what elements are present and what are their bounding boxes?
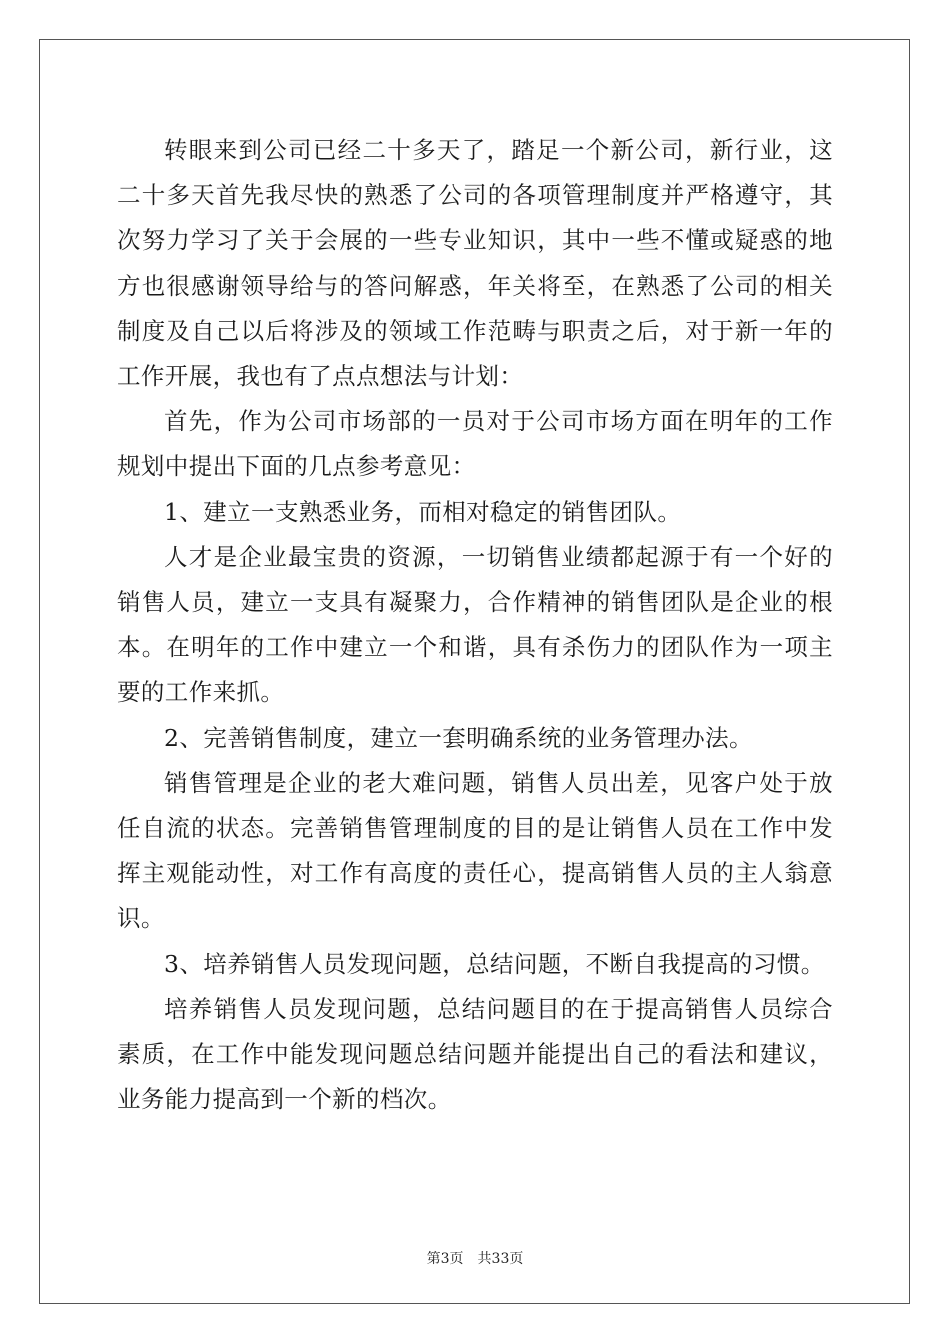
paragraph-point-3: 培养销售人员发现问题，总结问题目的在于提高销售人员综合素质，在工作中能发现问题总结问题并能提出自己的看法和建议，业务能力提高到一个新的档次。 (117, 994, 833, 1114)
heading-point-3: 3、培养销售人员发现问题，总结问题，不断自我提高的习惯。 (164, 949, 825, 978)
paragraph-point-1: 人才是企业最宝贵的资源，一切销售业绩都起源于有一个好的销售人员，建立一支具有凝聚力，合作精神的销售团队是企业的根本。在明年的工作中建立一个和谐，具有杀伤力的团队作为一项主要的工作来抓。 (117, 542, 833, 707)
paragraph-intro: 转眼来到公司已经二十多天了，踏足一个新公司，新行业，这二十多天首先我尽快的熟悉了公司的各项管理制度并严格遵守，其次努力学习了关于会展的一些专业知识，其中一些不懂或疑惑的地方也很感谢领导给与的答问解惑，年关将至，在熟悉了公司的相关制度及自己以后将涉及的领域工作范畴与职责之后，对于新一年的工作开展，我也有了点点想法与计划： (117, 136, 833, 391)
page-number-footer: 第3页 共33页 (426, 1251, 524, 1267)
heading-point-2: 2、完善销售制度，建立一套明确系统的业务管理办法。 (164, 723, 753, 752)
heading-point-1: 1、建立一支熟悉业务，而相对稳定的销售团队。 (164, 497, 682, 526)
document-body (117, 128, 833, 1122)
paragraph-point-2: 销售管理是企业的老大难问题，销售人员出差，见客户处于放任自流的状态。完善销售管理制度的目的是让销售人员在工作中发挥主观能动性，对工作有高度的责任心，提高销售人员的主人翁意识。 (117, 768, 833, 933)
paragraph-first: 首先，作为公司市场部的一员对于公司市场方面在明年的工作规划中提出下面的几点参考意见： (117, 407, 833, 481)
